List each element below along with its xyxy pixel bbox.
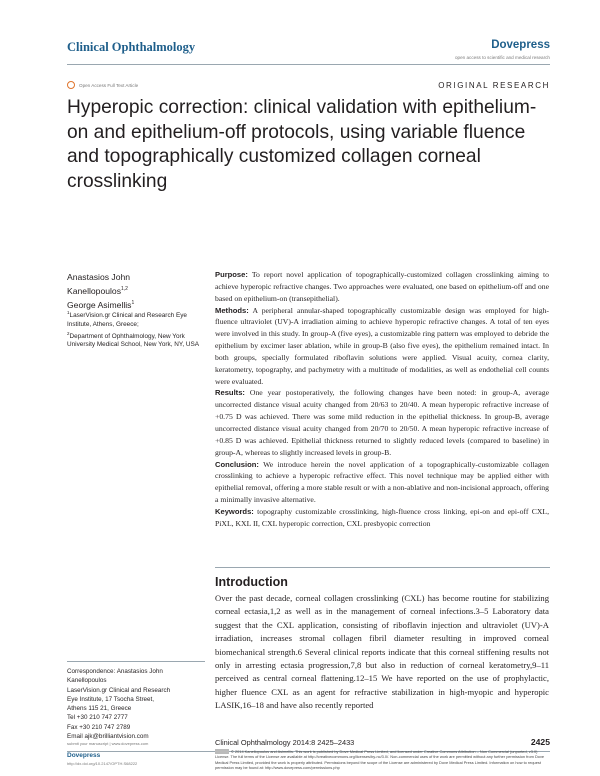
publisher-tagline: open access to scientific and medical research — [455, 55, 550, 60]
publisher-logo[interactable]: Dovepress — [491, 39, 550, 51]
header-rule — [67, 64, 550, 65]
correspondence-line: Tel +30 210 747 2777 — [67, 714, 128, 722]
open-access-icon — [67, 81, 75, 89]
page-number: 2425 — [530, 737, 550, 747]
correspondence-email[interactable]: Email ajk@brilliantvision.com — [67, 733, 149, 741]
section-heading: Introduction — [215, 575, 288, 589]
journal-name: Clinical Ophthalmology — [67, 40, 196, 54]
affiliations — [67, 309, 207, 350]
correspondence-line: LaserVision.gr Clinical and Research — [67, 686, 171, 694]
author: George Asimellis$^1$ — [67, 299, 135, 310]
correspondence-rule — [67, 661, 205, 662]
author: Kanellopoulos$^{1,2}$ — [67, 285, 128, 296]
abstract-conclusion: Conclusion: We introduce herein the novel application of a topographically-customizable collagen crosslinking to achieve a hyperopic refractive effect. This novel technique may be applied either with epithelial removal, offering a more stable result or with a non-ablative and non-incisional approach, offering a minimally invasive alternative. — [215, 459, 549, 505]
submit-link[interactable]: submit your manuscript | www.dovepress.com — [67, 741, 149, 746]
abstract — [215, 269, 549, 530]
abstract-keywords: Keywords: topography customizable crosslinking, high-fluence cross linking, epi-on and epi-off CXL, PiXL, KXL II, CXL hyperopic correction, CXL presbyopic correction — [215, 506, 549, 528]
correspondence-line: Fax +30 210 747 2789 — [67, 723, 131, 731]
article-type: ORIGINAL RESEARCH — [438, 81, 550, 90]
abstract-purpose: Purpose: To report novel application of topographically-customized collagen crosslinking aiming to achieve hyperopic refractive changes. Two approaches were evaluated, one based on epithelium-off and one based on epithelium-on (transepithelial). — [215, 270, 549, 303]
journal-citation: Clinical Ophthalmology 2014:8 2425–2433 — [215, 738, 355, 747]
correspondence — [67, 667, 207, 741]
article-title: Hyperopic correction: clinical validation with epithelium-on and epithelium-off protocols, using variable fluence and topographically customized collagen corneal crosslinking — [67, 97, 537, 192]
correspondence-line: Kanellopoulos — [67, 677, 107, 685]
footer-publisher: Dovepress — [67, 752, 101, 759]
author: Anastasios John — [67, 271, 131, 282]
doi-link[interactable]: http://dx.doi.org/10.2147/OPTH.S68222 — [67, 761, 138, 766]
affiliation: $^1$LaserVision.gr Clinical and Research Eye Institute, Athens, Greece; — [67, 310, 187, 328]
abstract-methods: Methods: A peripheral annular-shaped topographically customizable design was employed for high-fluence ultraviolet (UV)-A irradiation aiming to achieve hyperopic refractive changes. A total of ten eyes were involved in this study. In group-A (five eyes), a customizable ring pattern was employed to debride the epithelium by excimer laser ablation, while in group-B (also five eyes), the epithelium remained intact. In both groups, specially formulated riboflavin solutions were applied. Visual acuity, cornea clarity, keratometry, topography, and pachymetry with a multitude of modalities, as well as endothelial cell counts were evaluated. — [215, 305, 549, 386]
correspondence-line: Athens 115 21, Greece — [67, 705, 132, 713]
author-list — [67, 268, 134, 311]
open-access-badge — [67, 81, 138, 89]
abstract-rule — [215, 567, 550, 568]
license-text: © 2014 Kanellopoulos and Asimellis. This work is published by Dove Medical Press Limited, and licensed under Creative Commons Attribution – Non Commercial (unported, v3.0) License. The full terms of the License are available at http://creativecommons.org/licenses/by-nc/3.0/. Non-commercial uses of the work are permitted without any further permission from Dove Medical Press Limited, provided the work is properly attributed. Permissions beyond the scope of the License are administered by Dove Medical Press Limited. Information on how to request permission may be found at: http://www.dovepress.com/permissions.php — [215, 749, 545, 770]
affiliation: $^2$Department of Ophthalmology, New York University Medical School, New York, NY, USA — [67, 330, 200, 349]
abstract-results: Results: One year postoperatively, the following changes have been noted: in group-A, average uncorrected distance visual acuity changed from 20/63 to 20/40. A mean hyperopic refractive increase of +0.75 D was achieved. There was some mild reduction in the epithelial thickness. In group-B, average uncorrected distance visual acuity changed from 20/70 to 20/50. A mean hyperopic refractive increase of +0.85 D was achieved. Epithelial thickness returned to slightly reduced levels (compared to baseline) in group-A, whereas to slightly increased levels in group-B. — [215, 388, 549, 457]
open-access-label: Open Access Full Text Article — [79, 82, 139, 88]
intro-paragraph: Over the past decade, corneal collagen crosslinking (CXL) has become routine for stabilizing corneal ectasia,1,2 as well as in the management of corneal infections.3–5 Laboratory data suggest that the CXL application, consisting of riboflavin injection and ultraviolet (UV)-A irradiation, increases stromal collagen fibril diameter resulting in improved corneal biomechanical strength.6 Several clinical reports indicate that this corneal stiffening results not only in arresting ectasia progression,7,8 but also in reduction of corneal keratometry,9–11 perceived as central corneal flattening.12–15 We have reported on the use of prophylactic, higher fluence CXL as an agent for refractive stabilization in high-myopic and hyperopic LASIK,16–18 and have also recently reported — [215, 593, 549, 711]
correspondence-line: Correspondence: Anastasios John — [67, 668, 163, 675]
correspondence-line: Eye Institute, 17 Tsocha Street, — [67, 695, 155, 703]
